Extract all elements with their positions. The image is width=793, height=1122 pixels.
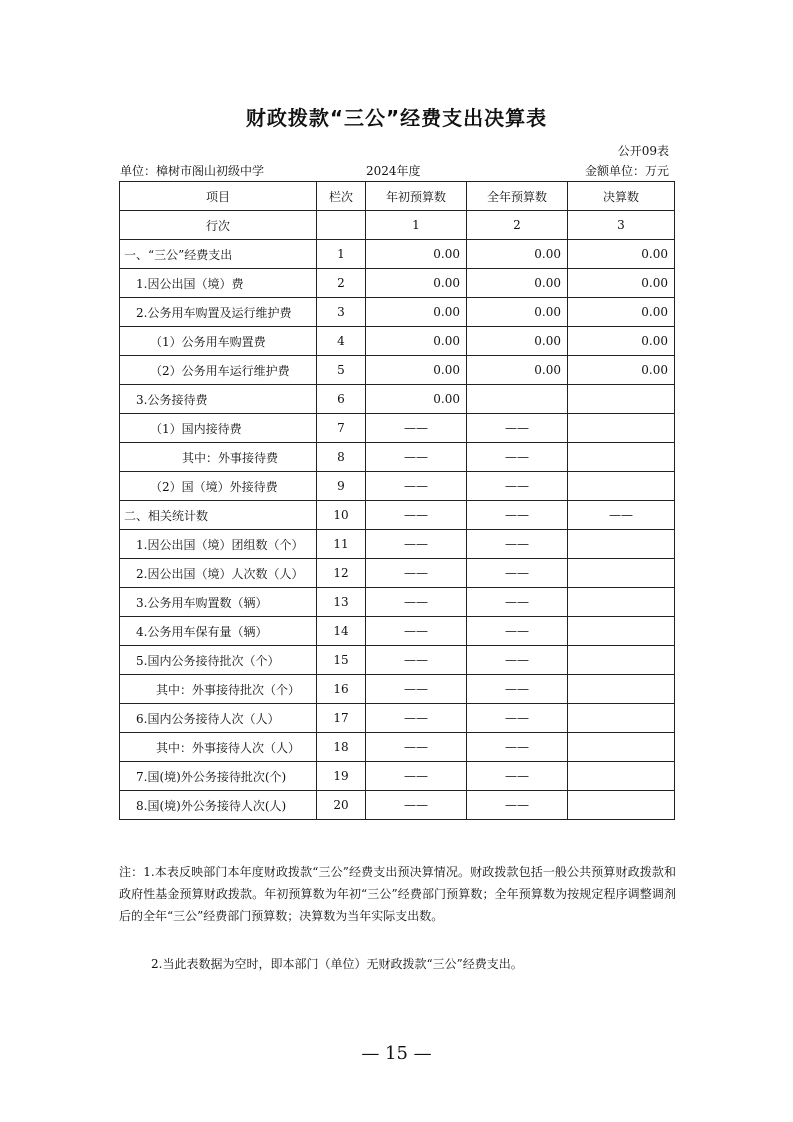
row-item-label: 1.因公出国（境）团组数（个） [120, 530, 317, 559]
table-row [120, 559, 675, 588]
row-initial-budget: —— [366, 704, 467, 733]
row-item-label: 6.国内公务接待人次（人） [120, 704, 317, 733]
row-initial-budget: —— [366, 559, 467, 588]
table-row [120, 704, 675, 733]
row-item-label: 3.公务接待费 [120, 385, 317, 414]
row-item-label: （1）公务用车购置费 [120, 327, 317, 356]
table-row [120, 240, 675, 269]
row-final-accounts: 0.00 [568, 269, 675, 298]
row-line-number: 17 [317, 704, 366, 733]
table-row [120, 762, 675, 791]
table-row [120, 617, 675, 646]
row-annual-budget: 0.00 [467, 269, 568, 298]
row-item-label: 5.国内公务接待批次（个） [120, 646, 317, 675]
table-row [120, 675, 675, 704]
row-final-accounts [568, 559, 675, 588]
table-row [120, 472, 675, 501]
row-initial-budget: —— [366, 646, 467, 675]
row-annual-budget: 0.00 [467, 327, 568, 356]
row-item-label: 7.国(境)外公务接待批次(个) [120, 762, 317, 791]
row-index-empty [317, 211, 366, 240]
table-row [120, 356, 675, 385]
row-line-number: 1 [317, 240, 366, 269]
table-row [120, 733, 675, 762]
row-initial-budget: —— [366, 588, 467, 617]
row-annual-budget: —— [467, 443, 568, 472]
table-row [120, 530, 675, 559]
row-annual-budget: —— [467, 559, 568, 588]
row-item-label: 其中：外事接待批次（个） [120, 675, 317, 704]
table-row [120, 501, 675, 530]
row-line-number: 20 [317, 791, 366, 820]
row-line-number: 14 [317, 617, 366, 646]
row-final-accounts [568, 704, 675, 733]
row-initial-budget: —— [366, 762, 467, 791]
row-final-accounts [568, 791, 675, 820]
row-final-accounts [568, 588, 675, 617]
row-initial-budget: —— [366, 443, 467, 472]
row-final-accounts [568, 472, 675, 501]
row-index-c3: 3 [568, 211, 675, 240]
row-initial-budget: —— [366, 530, 467, 559]
row-annual-budget: —— [467, 733, 568, 762]
expense-table [119, 181, 675, 820]
page-title: 财政拨款“三公”经费支出决算表 [245, 106, 548, 130]
row-annual-budget: —— [467, 675, 568, 704]
row-index-c1: 1 [366, 211, 467, 240]
row-initial-budget: 0.00 [366, 356, 467, 385]
table-row [120, 588, 675, 617]
row-initial-budget: —— [366, 791, 467, 820]
page-number: — 15 — [361, 1043, 432, 1064]
header-final-accounts: 决算数 [568, 182, 675, 211]
table-row [120, 385, 675, 414]
row-item-label: 4.公务用车保有量（辆） [120, 617, 317, 646]
header-item: 项目 [120, 182, 317, 211]
row-line-number: 10 [317, 501, 366, 530]
row-final-accounts: 0.00 [568, 356, 675, 385]
table-row [120, 791, 675, 820]
row-initial-budget: 0.00 [366, 240, 467, 269]
row-item-label: 2.因公出国（境）人次数（人） [120, 559, 317, 588]
form-number: 公开09表 [617, 144, 669, 158]
row-annual-budget: —— [467, 588, 568, 617]
row-annual-budget: —— [467, 414, 568, 443]
note-1: 注：1.本表反映部门本年度财政拨款“三公”经费支出预决算情况。财政拨款包括一般公共预算财政拨款和政府性基金预算财政拨款。年初预算数为年初“三公”经费部门预算数；全年预算数为按规定程序调整调剂后的全年“三公”经费部门预算数；决算数为当年实际支出数。 [119, 865, 676, 923]
row-index-c2: 2 [467, 211, 568, 240]
row-final-accounts [568, 443, 675, 472]
row-item-label: 2.公务用车购置及运行维护费 [120, 298, 317, 327]
row-annual-budget: —— [467, 646, 568, 675]
row-item-label: 其中：外事接待费 [120, 443, 317, 472]
row-item-label: 3.公务用车购置数（辆） [120, 588, 317, 617]
table-row [120, 298, 675, 327]
row-line-number: 13 [317, 588, 366, 617]
row-line-number: 12 [317, 559, 366, 588]
row-line-number: 9 [317, 472, 366, 501]
row-line-number: 8 [317, 443, 366, 472]
row-annual-budget: —— [467, 791, 568, 820]
row-initial-budget: —— [366, 472, 467, 501]
note-2: 2.当此表数据为空时，即本部门（单位）无财政拨款“三公”经费支出。 [151, 957, 523, 971]
row-annual-budget: —— [467, 472, 568, 501]
row-final-accounts [568, 414, 675, 443]
row-line-number: 3 [317, 298, 366, 327]
row-final-accounts [568, 733, 675, 762]
row-line-number: 5 [317, 356, 366, 385]
fiscal-year: 2024年度 [366, 164, 421, 178]
row-final-accounts: 0.00 [568, 240, 675, 269]
row-initial-budget: —— [366, 733, 467, 762]
row-index-row [120, 211, 675, 240]
row-final-accounts [568, 675, 675, 704]
row-annual-budget: —— [467, 501, 568, 530]
row-line-number: 7 [317, 414, 366, 443]
header-col: 栏次 [317, 182, 366, 211]
row-line-number: 16 [317, 675, 366, 704]
row-final-accounts [568, 530, 675, 559]
row-final-accounts: 0.00 [568, 327, 675, 356]
row-annual-budget: —— [467, 762, 568, 791]
row-annual-budget: 0.00 [467, 240, 568, 269]
row-final-accounts: 0.00 [568, 298, 675, 327]
row-annual-budget: 0.00 [467, 356, 568, 385]
amount-unit: 金额单位：万元 [584, 164, 669, 178]
row-final-accounts: —— [568, 501, 675, 530]
row-initial-budget: 0.00 [366, 327, 467, 356]
row-initial-budget: 0.00 [366, 269, 467, 298]
row-final-accounts [568, 646, 675, 675]
row-annual-budget: 0.00 [467, 298, 568, 327]
row-item-label: 二、相关统计数 [120, 501, 317, 530]
table-header-row [120, 182, 675, 211]
unit-name: 单位：樟树市阁山初级中学 [120, 164, 265, 178]
table-row [120, 443, 675, 472]
row-line-number: 11 [317, 530, 366, 559]
row-initial-budget: —— [366, 501, 467, 530]
row-initial-budget: 0.00 [366, 298, 467, 327]
row-item-label: 一、“三公”经费支出 [120, 240, 317, 269]
row-initial-budget: —— [366, 414, 467, 443]
table-row [120, 646, 675, 675]
row-item-label: 其中：外事接待人次（人） [120, 733, 317, 762]
header-initial-budget: 年初预算数 [366, 182, 467, 211]
row-initial-budget: —— [366, 617, 467, 646]
row-annual-budget: —— [467, 704, 568, 733]
row-index-label: 行次 [120, 211, 317, 240]
row-item-label: （2）国（境）外接待费 [120, 472, 317, 501]
row-line-number: 6 [317, 385, 366, 414]
row-item-label: 8.国(境)外公务接待人次(人) [120, 791, 317, 820]
row-line-number: 18 [317, 733, 366, 762]
row-final-accounts [568, 617, 675, 646]
row-line-number: 2 [317, 269, 366, 298]
row-line-number: 19 [317, 762, 366, 791]
row-annual-budget: —— [467, 530, 568, 559]
row-line-number: 15 [317, 646, 366, 675]
table-row [120, 269, 675, 298]
row-initial-budget: 0.00 [366, 385, 467, 414]
row-item-label: （2）公务用车运行维护费 [120, 356, 317, 385]
row-annual-budget [467, 385, 568, 414]
row-item-label: （1）国内接待费 [120, 414, 317, 443]
row-initial-budget: —— [366, 675, 467, 704]
row-annual-budget: —— [467, 617, 568, 646]
row-final-accounts [568, 762, 675, 791]
row-line-number: 4 [317, 327, 366, 356]
header-annual-budget: 全年预算数 [467, 182, 568, 211]
row-final-accounts [568, 385, 675, 414]
row-item-label: 1.因公出国（境）费 [120, 269, 317, 298]
table-row [120, 327, 675, 356]
table-row [120, 414, 675, 443]
